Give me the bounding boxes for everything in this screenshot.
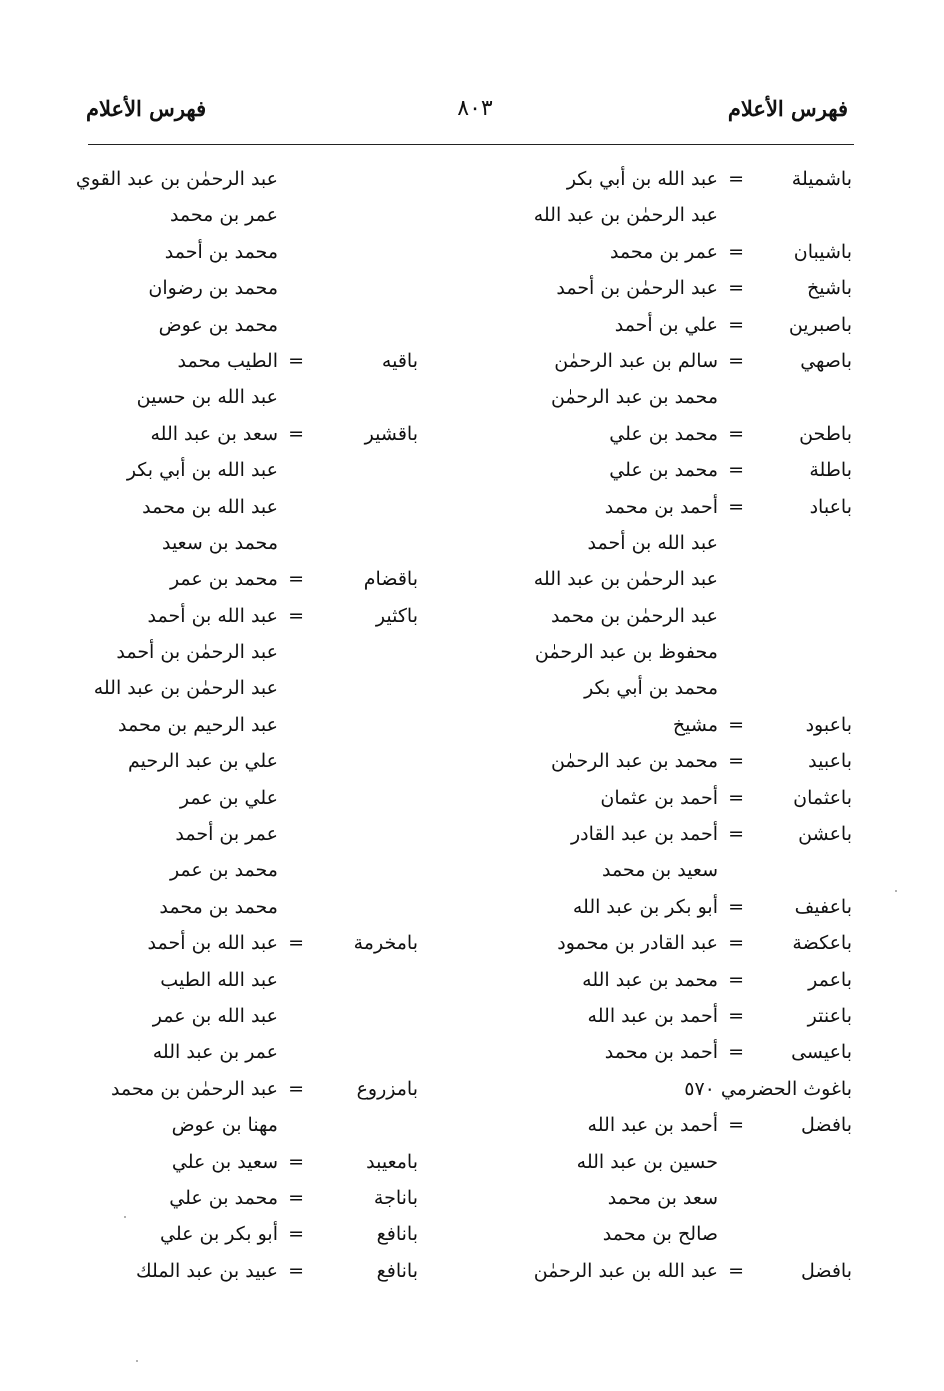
index-entry xyxy=(84,197,418,233)
entry-value: محمد بن رضوان xyxy=(148,277,278,300)
index-entry xyxy=(84,707,418,743)
index-entry xyxy=(480,925,852,961)
entry-value: عبد الله بن محمد xyxy=(142,495,278,518)
index-entry xyxy=(480,270,852,306)
entry-value: عبد الله بن أبي بكر xyxy=(126,459,278,482)
scan-speck xyxy=(136,1360,138,1362)
index-entry xyxy=(84,416,418,452)
entry-name: باشميلة xyxy=(791,168,852,190)
index-entry xyxy=(480,1144,852,1180)
entry-value: محمد بن عبد الرحمٰن xyxy=(550,386,718,409)
index-entry xyxy=(480,1253,852,1289)
entry-value: عبد الرحمٰن بن أحمد xyxy=(116,641,278,664)
index-column-left xyxy=(75,161,418,1289)
entry-value: محمد بن علي xyxy=(609,459,718,482)
equals-sign: = xyxy=(288,604,304,627)
index-entry xyxy=(480,234,852,270)
entry-value: محمد بن علي xyxy=(169,1186,278,1209)
index-entry xyxy=(84,561,418,597)
index-entry xyxy=(84,270,418,306)
index-entry xyxy=(480,561,852,597)
entry-value: سعيد بن علي xyxy=(171,1150,278,1173)
equals-sign: = xyxy=(728,1259,744,1282)
entry-value: أبو بكر بن عبد الله xyxy=(572,895,718,918)
index-entry xyxy=(480,852,852,888)
entry-value: عبد الله الطيب xyxy=(160,968,278,991)
entry-value: مهنا بن عوض xyxy=(171,1114,278,1137)
index-entry xyxy=(480,161,852,197)
entry-value: سعد بن عبد الله xyxy=(150,422,278,445)
equals-sign: = xyxy=(288,1259,304,1282)
entry-value: أحمد بن محمد xyxy=(604,1041,718,1064)
entry-name: باصبرين xyxy=(788,313,852,336)
running-header-left: فهرس الأعلام xyxy=(86,96,207,121)
index-entry xyxy=(84,1253,418,1289)
entry-name: باعمر xyxy=(808,968,852,991)
entry-name: بامزروع xyxy=(356,1077,418,1100)
header-rule xyxy=(88,144,854,145)
equals-sign: = xyxy=(728,1041,744,1064)
entry-value: عبد الله بن أحمد xyxy=(147,604,278,627)
entry-value: محمد بن علي xyxy=(609,422,718,445)
entry-value: عبد الله بن حسين xyxy=(136,386,278,409)
index-entry xyxy=(480,962,852,998)
entry-name: باكثير xyxy=(375,604,418,627)
equals-sign: = xyxy=(728,1004,744,1027)
index-entry xyxy=(84,598,418,634)
index-entry xyxy=(84,452,418,488)
equals-sign: = xyxy=(728,495,744,518)
entry-value: عبد القادر بن محمود xyxy=(557,932,718,955)
index-entry xyxy=(84,1144,418,1180)
entry-value: محمد بن أحمد xyxy=(164,240,278,263)
entry-value: سالم بن عبد الرحمٰن xyxy=(554,349,718,372)
index-entry xyxy=(84,925,418,961)
entry-value: محمد بن أبي بكر xyxy=(584,677,718,700)
entry-value: عبد الرحمٰن بن عبد الله xyxy=(533,204,718,227)
index-entry xyxy=(480,998,852,1034)
entry-value: عبيد بن عبد الملك xyxy=(135,1259,278,1282)
index-entry xyxy=(84,780,418,816)
entry-name: بامخرمة xyxy=(353,932,418,955)
entry-name: بانافع xyxy=(376,1259,418,1282)
entry-name: باعكضة xyxy=(792,932,852,955)
entry-value: عبد الله بن عبد الرحمٰن xyxy=(533,1259,718,1282)
entry-name: بافضل xyxy=(800,1114,852,1137)
entry-name: باعثمان xyxy=(793,786,852,809)
entry-name: باصهي xyxy=(800,349,852,372)
entry-value: عبد الرحمٰن بن عبد الله xyxy=(533,568,718,591)
equals-sign: = xyxy=(288,1186,304,1209)
entry-value: عمر بن محمد xyxy=(169,204,278,227)
entry-value: سعد بن محمد xyxy=(607,1186,718,1209)
entry-name: باعباد xyxy=(809,495,852,518)
index-entry xyxy=(84,234,418,270)
entry-value: عبد الله بن أحمد xyxy=(147,932,278,955)
index-entry xyxy=(84,379,418,415)
entry-value: محمد بن عبد الله xyxy=(582,968,718,991)
page-number: ٨٠٣ xyxy=(457,96,493,121)
index-entry xyxy=(480,634,852,670)
index-entry xyxy=(480,525,852,561)
entry-value: سعيد بن محمد xyxy=(601,859,718,882)
equals-sign: = xyxy=(288,1223,304,1246)
equals-sign: = xyxy=(288,568,304,591)
entry-value: أحمد بن محمد xyxy=(604,495,718,518)
index-entry xyxy=(480,379,852,415)
index-entry xyxy=(480,452,852,488)
index-entry xyxy=(480,416,852,452)
index-entry xyxy=(480,780,852,816)
entry-value: أحمد بن عبد الله xyxy=(587,1114,718,1137)
entry-value: حسين بن عبد الله xyxy=(576,1150,718,1173)
entry-value: عبد الرحمٰن بن محمد xyxy=(110,1077,278,1100)
entry-name: باعبيد xyxy=(808,750,852,773)
entry-value: محمد بن عمر xyxy=(169,859,278,882)
entry-value: علي بن عبد الرحيم xyxy=(127,750,278,773)
index-entry xyxy=(75,161,418,197)
entry-name: باقشير xyxy=(364,422,418,445)
scan-speck xyxy=(895,890,897,892)
index-entry xyxy=(84,1107,418,1143)
equals-sign: = xyxy=(728,1114,744,1137)
entry-value: محمد بن عمر xyxy=(169,568,278,591)
running-header-right: فهرس الأعلام xyxy=(727,96,848,121)
equals-sign: = xyxy=(728,895,744,918)
equals-sign: = xyxy=(728,823,744,846)
entry-value: عبد الرحمٰن بن عبد القوي xyxy=(75,168,278,190)
index-entry xyxy=(84,998,418,1034)
equals-sign: = xyxy=(288,422,304,445)
entry-name: باعشن xyxy=(798,823,852,846)
entry-value: عبد الرحيم بن محمد xyxy=(118,713,278,736)
index-entry xyxy=(480,1071,852,1107)
entry-value: أحمد بن عبد الله xyxy=(587,1004,718,1027)
index-entry xyxy=(84,962,418,998)
entry-value: محمد بن محمد xyxy=(159,895,278,918)
index-entry xyxy=(480,1107,852,1143)
entry-value: عمر بن أحمد xyxy=(175,823,278,846)
index-entry xyxy=(480,1180,852,1216)
equals-sign: = xyxy=(728,422,744,445)
index-entry xyxy=(480,1216,852,1252)
entry-name: باعيسى xyxy=(791,1041,852,1064)
index-entry xyxy=(480,743,852,779)
index-entry xyxy=(480,889,852,925)
index-column-right xyxy=(480,161,852,1289)
entry-value: عبد الرحمٰن بن عبد الله xyxy=(93,677,278,700)
entry-value: مشيخ xyxy=(672,713,718,736)
entry-value: الطيب محمد xyxy=(177,349,278,372)
index-entry xyxy=(84,634,418,670)
index-entry xyxy=(84,525,418,561)
equals-sign: = xyxy=(728,313,744,336)
entry-value: عبد الرحمٰن بن محمد xyxy=(550,604,718,627)
index-entry xyxy=(84,1180,418,1216)
entry-name: باشيبان xyxy=(793,240,852,263)
entry-name: باقيه xyxy=(381,349,418,372)
index-entry xyxy=(480,343,852,379)
entry-value: أحمد بن عبد القادر xyxy=(571,823,718,846)
entry-name: بانافع xyxy=(376,1223,418,1246)
entry-name: باقضام xyxy=(363,568,418,591)
entry-name: باطحن xyxy=(799,422,852,445)
entry-name: باناجة xyxy=(373,1186,418,1209)
equals-sign: = xyxy=(728,277,744,300)
index-entry xyxy=(480,816,852,852)
index-entry xyxy=(480,670,852,706)
entry-value: أبو بكر بن علي xyxy=(160,1223,278,1246)
entry-value: محمد بن عبد الرحمٰن xyxy=(550,750,718,773)
entry-name: باطلة xyxy=(809,459,852,482)
index-entry xyxy=(84,343,418,379)
equals-sign: = xyxy=(288,1150,304,1173)
entry-value: علي بن عمر xyxy=(179,786,278,809)
entry-value: محمد بن عوض xyxy=(158,313,278,336)
equals-sign: = xyxy=(288,349,304,372)
entry-value: عبد الله بن أحمد xyxy=(587,531,718,554)
index-entry xyxy=(84,816,418,852)
index-entry xyxy=(84,743,418,779)
index-entry xyxy=(480,707,852,743)
index-entry xyxy=(84,889,418,925)
entry-value: عبد الله بن أبي بكر xyxy=(566,168,718,190)
entry-value: عمر بن محمد xyxy=(609,240,718,263)
equals-sign: = xyxy=(728,786,744,809)
equals-sign: = xyxy=(288,1077,304,1100)
index-entry xyxy=(84,852,418,888)
entry-value: صالح بن محمد xyxy=(602,1223,718,1246)
scan-speck xyxy=(124,1216,126,1218)
equals-sign: = xyxy=(728,349,744,372)
entry-name: باشيخ xyxy=(807,277,852,300)
entry-value: عبد الرحمٰن بن أحمد xyxy=(556,277,718,300)
entry-name: بامعيبد xyxy=(366,1150,418,1173)
index-entry xyxy=(480,307,852,343)
equals-sign: = xyxy=(728,932,744,955)
entry-value: علي بن أحمد xyxy=(614,313,718,336)
entry-name: باعفيف xyxy=(794,895,852,918)
index-entry xyxy=(84,1216,418,1252)
index-entry xyxy=(84,1034,418,1070)
entry-name: بافضل xyxy=(800,1259,852,1282)
index-entry xyxy=(480,197,852,233)
entry-value: محمد بن سعيد xyxy=(161,531,278,554)
index-entry xyxy=(480,489,852,525)
entry-value: عمر بن عبد الله xyxy=(152,1041,278,1064)
index-entry xyxy=(480,598,852,634)
entry-value: محفوظ بن عبد الرحمٰن xyxy=(534,641,718,664)
equals-sign: = xyxy=(728,459,744,482)
equals-sign: = xyxy=(728,240,744,263)
entry-name: باغوث الحضرمي ٥٧٠ xyxy=(684,1077,852,1100)
index-entry xyxy=(84,670,418,706)
equals-sign: = xyxy=(728,968,744,991)
equals-sign: = xyxy=(728,750,744,773)
entry-value: عبد الله بن عمر xyxy=(152,1004,278,1027)
entry-name: باعبود xyxy=(805,713,852,736)
entry-value: أحمد بن عثمان xyxy=(600,786,718,809)
equals-sign: = xyxy=(728,713,744,736)
index-entry xyxy=(84,489,418,525)
index-entry xyxy=(84,1071,418,1107)
equals-sign: = xyxy=(728,168,744,190)
entry-name: باعنتر xyxy=(807,1004,852,1027)
index-entry xyxy=(480,1034,852,1070)
equals-sign: = xyxy=(288,932,304,955)
index-entry xyxy=(84,307,418,343)
